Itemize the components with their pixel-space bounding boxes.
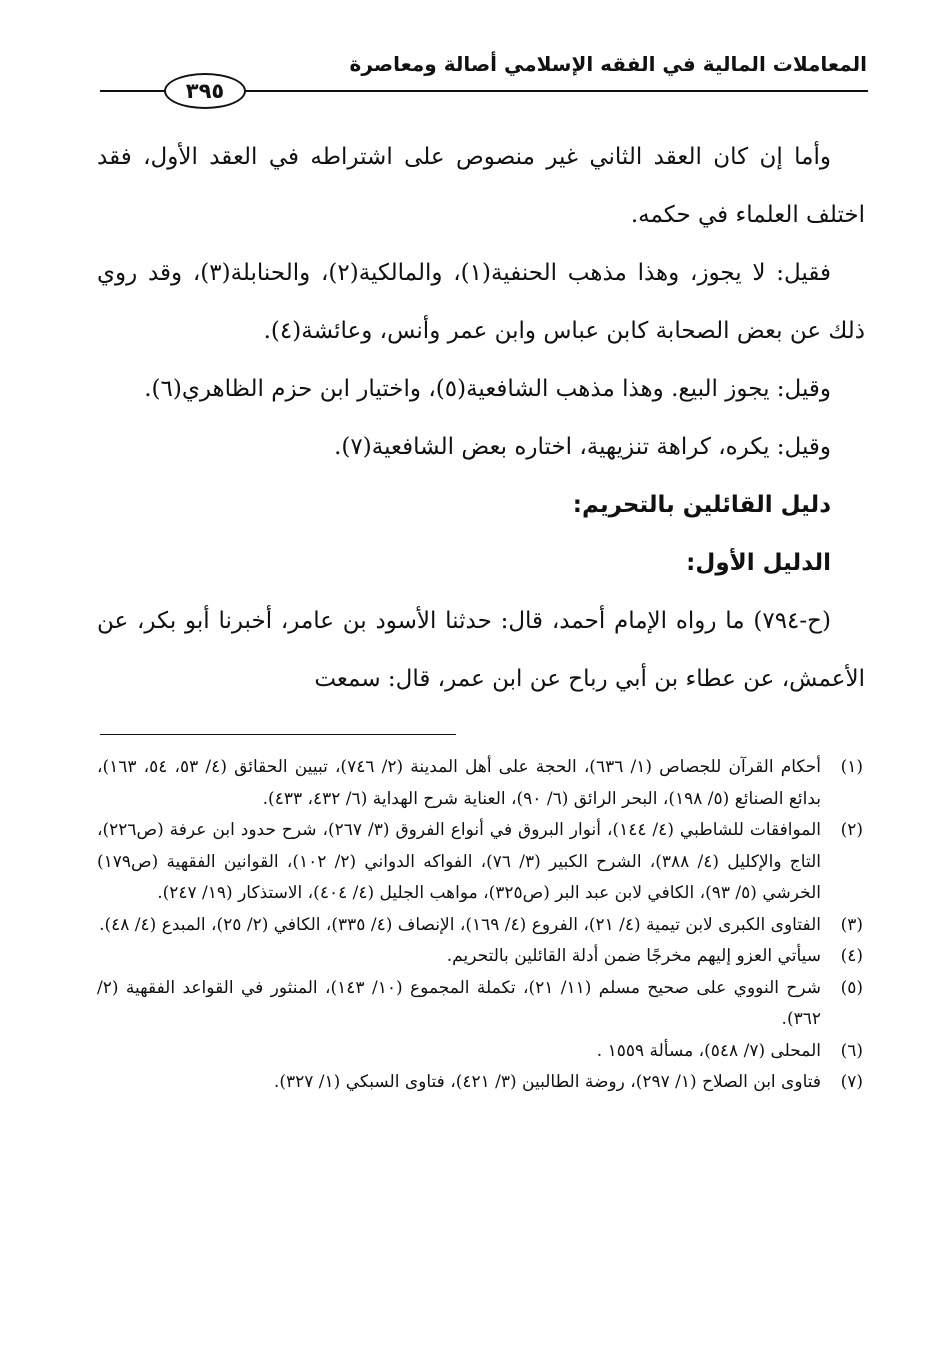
footnote-rule — [100, 734, 456, 735]
footnote — [97, 1036, 863, 1068]
footnote-text: سيأتي العزو إليهم مخرجًا ضمن أدلة القائلين بالتحريم. — [446, 946, 821, 966]
footnote — [97, 973, 863, 1036]
footnote-number: (٤) — [840, 946, 863, 966]
footnote-number: (٧) — [840, 1072, 863, 1092]
paragraph-second-opinion: وقيل: يجوز البيع. وهذا مذهب الشافعية(٥)، واختيار ابن حزم الظاهري(٦). — [144, 376, 831, 402]
footnote-number: (٦) — [840, 1040, 863, 1061]
section-heading: دليل القائلين بالتحريم: — [572, 492, 831, 518]
page-number: ٣٩٥ — [164, 73, 246, 109]
footnote-number: (١) — [840, 757, 863, 777]
footnote — [97, 752, 863, 815]
paragraph-third-opinion: وقيل: يكره، كراهة تنزيهية، اختاره بعض الشافعية(٧). — [334, 434, 831, 460]
paragraph-first-opinion: فقيل: لا يجوز، وهذا مذهب الحنفية(١)، والمالكية(٢)، والحنابلة(٣)، وقد روي ذلك عن بعض الصحابة كابن عباس وابن عمر وأنس، وعائشة(٤). — [97, 260, 865, 344]
footnote-text: شرح النووي على صحيح مسلم (١١/ ٢١)، تكملة المجموع (١٠/ ١٤٣)، المنثور في القواعد الفقهية (٢/ ٣٦٢). — [97, 977, 821, 1029]
footnote-text: المحلى (٧/ ٥٤٨)، مسألة ١٥٥٩ . — [596, 1040, 821, 1061]
body-text — [97, 128, 865, 708]
footnote — [97, 1067, 863, 1099]
footnote — [97, 941, 863, 973]
footnote-number: (٥) — [840, 977, 863, 998]
footnote-text: الفتاوى الكبرى لابن تيمية (٤/ ٢١)، الفروع (٤/ ١٦٩)، الإنصاف (٤/ ٣٣٥)، الكافي (٢/ ٢٥)، المبدع (٤/ ٤٨). — [99, 914, 821, 935]
footnote-number: (٣) — [840, 914, 863, 935]
footnotes — [97, 752, 863, 1099]
footnote-text: أحكام القرآن للجصاص (١/ ٦٣٦)، الحجة على أهل المدينة (٢/ ٧٤٦)، تبيين الحقائق (٤/ ٥٣، ٥٤، ١٦٣)، بدائع الصنائع (٥/ ١٩٨)، البحر الرائق (٦/ ٩٠)، العناية شرح الهداية (٦/ ٤٣٢، ٤٣٣). — [97, 757, 822, 809]
footnote-number: (٢) — [840, 820, 863, 840]
paragraph-hadith: (ح-٧٩٤) ما رواه الإمام أحمد، قال: حدثنا الأسود بن عامر، أخبرنا أبو بكر، عن الأعمش، عن عطاء بن أبي رباح عن ابن عمر، قال: سمعت — [97, 608, 865, 692]
paragraph-disagreement: وأما إن كان العقد الثاني غير منصوص على اشتراطه في العقد الأول، فقد اختلف العلماء في حكمه. — [97, 144, 865, 228]
footnote — [97, 910, 863, 942]
running-title: المعاملات المالية في الفقه الإسلامي أصالة ومعاصرة — [349, 52, 867, 76]
footnote-text: فتاوى ابن الصلاح (١/ ٢٩٧)، روضة الطالبين (٣/ ٤٢١)، فتاوى السبكي (١/ ٣٢٧). — [273, 1072, 821, 1092]
footnote-text: الموافقات للشاطبي (٤/ ١٤٤)، أنوار البروق في أنواع الفروق (٣/ ٢٦٧)، شرح حدود ابن عرفة (ص٢٢٦)، التاج والإكليل (٤/ ٣٨٨)، الشرح الكبير (٣/ ٧٦)، الفواكه الدواني (٢/ ١٠٢)، القوانين الفقهية (ص١٧٩) الخرشي (٥/ ٩٣)، الكافي لابن عبد البر (ص٣٢٥)، مواهب الجليل (٤/ ٤٠٤)، الاستذكار (١٩/ ٢٤٧). — [97, 820, 821, 903]
footnote — [97, 815, 863, 910]
subsection-heading: الدليل الأول: — [686, 550, 831, 576]
